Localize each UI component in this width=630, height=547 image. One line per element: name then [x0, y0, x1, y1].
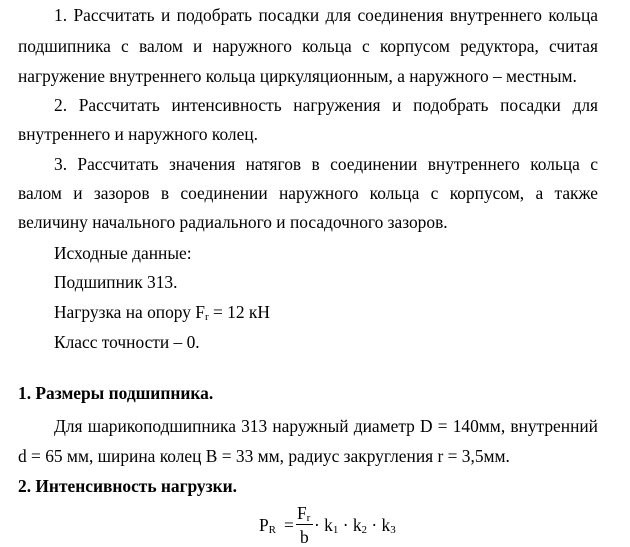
task1-line3: нагружение внутреннего кольца циркуляционным, а наружного – местным.	[18, 66, 577, 86]
formula-denominator: b	[300, 527, 309, 547]
task2-line2: внутреннего и наружного колец.	[18, 124, 258, 144]
bearing-type: Подшипник 313.	[54, 272, 178, 292]
formula-numerator-symbol: F	[297, 503, 307, 523]
task2-line1: 2. Рассчитать интенсивность нагружения и подобрать посадки для	[54, 95, 598, 115]
section2-title: 2. Интенсивность нагрузки.	[18, 476, 237, 496]
task3-line2: валом и зазоров в соединении наружного кольца с корпусом, а также	[18, 183, 598, 203]
task1-line1: 1. Рассчитать и подобрать посадки для соединения внутреннего кольца	[54, 5, 598, 25]
task1-line2: подшипника с валом и наружного кольца с корпусом редуктора, считая	[18, 36, 598, 56]
formula-k1: · k	[314, 515, 333, 535]
given-heading: Исходные данные:	[54, 243, 192, 263]
task3-line3: величину начального радиального и посадочного зазоров.	[18, 212, 448, 232]
load-prefix: Нагрузка на опору F	[54, 302, 205, 322]
formula-k2: · k	[338, 515, 362, 535]
formula-lhs-symbol: P	[259, 515, 269, 535]
dims-line1: Для шарикоподшипника 313 наружный диаметр D = 140мм, внутренний	[54, 416, 598, 436]
formula-factors	[314, 515, 396, 540]
load-value: = 12 кН	[208, 302, 270, 322]
section1-title: 1. Размеры подшипника.	[18, 383, 214, 403]
dims-line2: d = 65 мм, ширина колец B = 33 мм, радиус закругления r = 3,5мм.	[18, 446, 510, 466]
formula-lhs	[259, 515, 276, 540]
formula-k3: · k	[367, 515, 391, 535]
formula-k2-subscript: 2	[361, 524, 368, 536]
formula-lhs-subscript: R	[268, 524, 277, 536]
formula-numerator-subscript: r	[306, 512, 311, 524]
formula-equals: =	[284, 515, 294, 535]
formula-k3-subscript: 3	[390, 524, 396, 536]
load-line	[54, 302, 598, 327]
task3-line1: 3. Рассчитать значения натягов в соединении внутреннего кольца с	[54, 154, 598, 174]
load-subscript: r	[204, 311, 209, 323]
accuracy-class: Класс точности – 0.	[54, 332, 200, 352]
formula-k1-subscript: 1	[332, 524, 339, 536]
formula-fraction-bar	[296, 524, 313, 525]
